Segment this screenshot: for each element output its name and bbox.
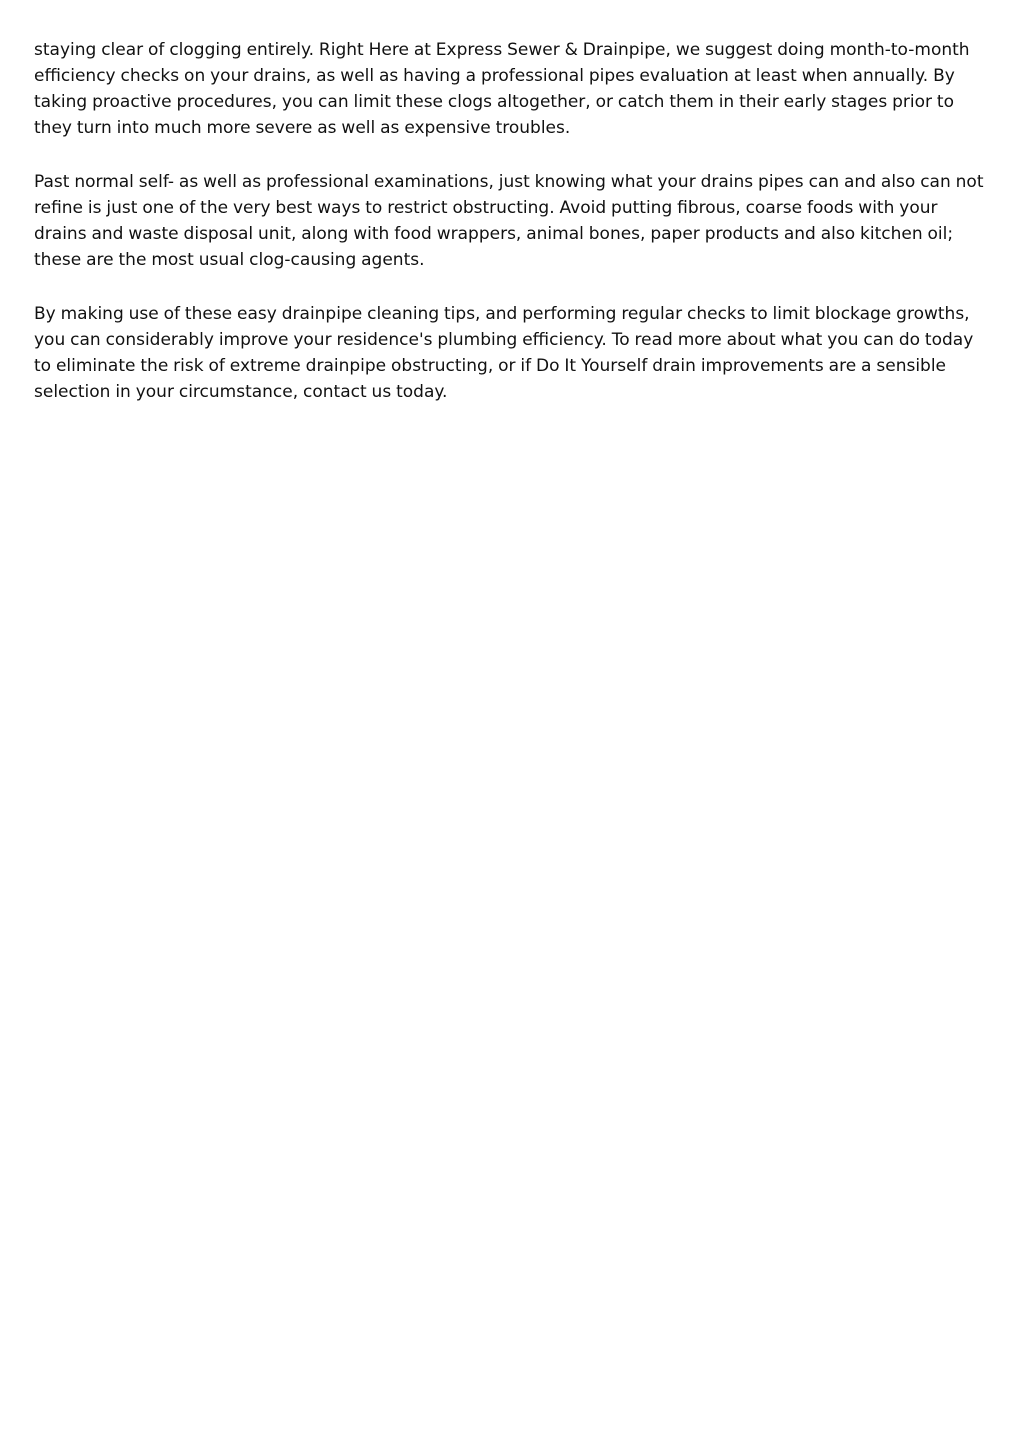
- paragraph-3: By making use of these easy drainpipe cleaning tips, and performing regular checks to limit blockage growths, you can considerably improve your residence's plumbing efficiency. To read more about what you can do today to eliminate the risk of extreme drainpipe obstructing, or if Do It Yourself drain improvements are a sensible selection in your circumstance, contact us today.: [34, 304, 974, 402]
- paragraph-2: Past normal self- as well as professional examinations, just knowing what your drains pipes can and also can not refine is just one of the very best ways to restrict obstructing. Avoid putting fibrous, coarse foods with your drains and waste disposal unit, along with food wrappers, animal bones, paper products and also kitchen oil; these are the most usual clog-causing agents.: [34, 172, 984, 270]
- paragraph-1: staying clear of clogging entirely. Right Here at Express Sewer & Drainpipe, we suggest doing month-to-month efficiency checks on your drains, as well as having a professional pipes evaluation at least when annually. By taking proactive procedures, you can limit these clogs altogether, or catch them in their early stages prior to they turn into much more severe as well as expensive troubles.: [34, 40, 970, 138]
- document-body: [34, 37, 994, 433]
